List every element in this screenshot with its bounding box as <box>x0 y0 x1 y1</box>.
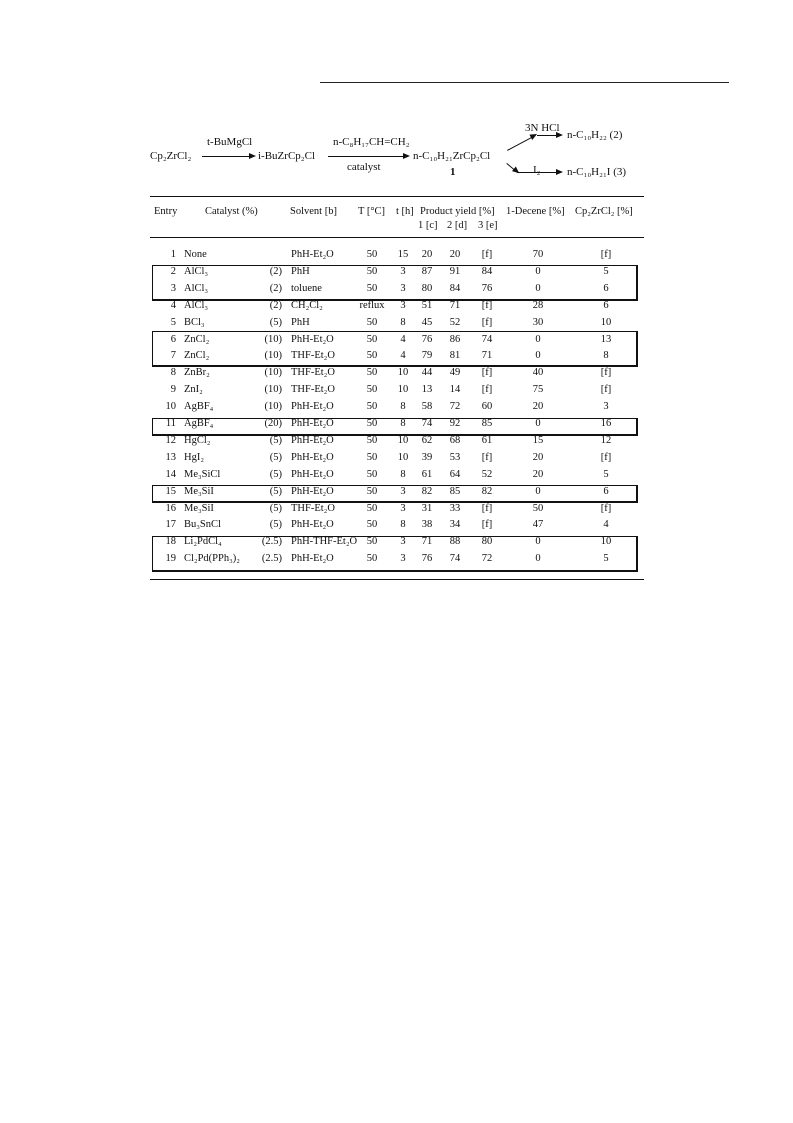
cell-yield-3: 82 <box>481 485 493 497</box>
cell-decene: 20 <box>532 451 544 463</box>
cell-temperature: 50 <box>366 316 378 328</box>
cell-decene: 15 <box>532 434 544 446</box>
cell-yield-2: 68 <box>449 434 461 446</box>
header-yield-1: 1 [c] <box>418 220 438 231</box>
cell-time: 3 <box>400 299 406 311</box>
cell-catalyst-percent: (10) <box>264 384 282 396</box>
cell-yield-2: 72 <box>449 401 461 413</box>
cell-solvent: THF-Et₂O <box>291 384 335 396</box>
cell-catalyst: ZnI₂ <box>184 384 203 396</box>
cell-entry: 16 <box>165 502 176 514</box>
cell-catalyst-percent: (10) <box>264 367 282 379</box>
cell-yield-2: 88 <box>449 536 461 548</box>
scheme-catalyst: catalyst <box>347 161 381 173</box>
cell-yield-3: [f] <box>481 502 493 514</box>
cell-temperature: 50 <box>366 265 378 277</box>
cell-decene: 50 <box>532 502 544 514</box>
cell-yield-1: 20 <box>421 249 433 260</box>
cell-temperature: 50 <box>366 451 378 463</box>
cell-entry: 17 <box>165 519 176 531</box>
scheme-product1-number: 1 <box>450 166 456 178</box>
cell-cp2zrcl2: 3 <box>603 401 609 413</box>
cell-catalyst: Bu₃SnCl <box>184 519 221 531</box>
cell-yield-2: 53 <box>449 451 461 463</box>
cell-catalyst: AlCl₃ <box>184 265 209 277</box>
cell-yield-1: 31 <box>421 502 433 514</box>
cell-catalyst: Cl₂Pd(PPh₃)₂ <box>184 553 240 565</box>
cell-time: 3 <box>400 485 406 497</box>
header-temperature: T [°C] <box>358 206 386 217</box>
cell-entry: 10 <box>165 401 176 413</box>
cell-yield-3: 80 <box>481 536 493 548</box>
cell-time: 4 <box>400 350 406 362</box>
cell-cp2zrcl2: 6 <box>603 485 609 497</box>
cell-solvent: toluene <box>291 282 322 294</box>
cell-catalyst: Me₃SiCl <box>184 468 221 480</box>
scheme-intermediate: i-BuZrCp₂Cl <box>258 150 316 162</box>
cell-time: 3 <box>400 265 406 277</box>
table-header-rule <box>150 237 644 238</box>
cell-decene: 70 <box>532 249 544 260</box>
header-product-yield: Product yield [%] <box>420 206 495 217</box>
header-decene: 1-Decene [%] <box>506 206 565 217</box>
scheme-reagent3: 3N HCl <box>525 122 560 134</box>
cell-decene: 20 <box>532 401 544 413</box>
table-bottom-rule <box>150 579 644 580</box>
cell-yield-3: 74 <box>481 333 493 345</box>
cell-decene: 0 <box>535 282 541 294</box>
cell-yield-1: 62 <box>421 434 433 446</box>
scheme-product3: n-C₁₀H₂₁I (3) <box>567 166 627 178</box>
cell-decene: 20 <box>532 468 544 480</box>
cell-cp2zrcl2: 5 <box>603 265 609 277</box>
cell-catalyst-percent: (5) <box>269 519 282 531</box>
cell-temperature: 50 <box>366 519 378 531</box>
cell-solvent: PhH-Et₂O <box>291 468 334 480</box>
cell-time: 8 <box>400 418 406 429</box>
cell-catalyst-percent: (20) <box>264 418 282 429</box>
cell-cp2zrcl2: 6 <box>603 282 609 294</box>
cell-cp2zrcl2: 5 <box>603 553 609 565</box>
cell-yield-2: 74 <box>449 553 461 565</box>
cell-time: 3 <box>400 553 406 565</box>
cell-temperature: 50 <box>366 282 378 294</box>
cell-yield-2: 49 <box>449 367 461 379</box>
cell-temperature: 50 <box>366 401 378 413</box>
scheme-reagent1: t-BuMgCl <box>207 136 253 148</box>
cell-solvent: PhH-Et₂O <box>291 249 334 260</box>
cell-solvent: PhH-Et₂O <box>291 401 334 413</box>
cell-solvent: PhH <box>291 316 310 328</box>
cell-entry: 15 <box>165 485 176 497</box>
cell-time: 10 <box>397 451 409 463</box>
cell-yield-1: 44 <box>421 367 433 379</box>
cell-catalyst-percent: (5) <box>269 434 282 446</box>
cell-cp2zrcl2: [f] <box>600 502 612 514</box>
cell-entry: 14 <box>165 468 176 480</box>
cell-catalyst: None <box>184 249 207 260</box>
cell-time: 8 <box>400 519 406 531</box>
header-cp2zrcl2: Cp₂ZrCl₂ [%] <box>575 206 633 217</box>
cell-catalyst-percent: (5) <box>269 468 282 480</box>
cell-entry: 18 <box>165 536 176 548</box>
cell-time: 8 <box>400 468 406 480</box>
cell-catalyst-percent: (5) <box>269 451 282 463</box>
cell-entry: 4 <box>170 299 176 311</box>
cell-solvent: PhH-Et₂O <box>291 434 334 446</box>
cell-temperature: 50 <box>366 249 378 260</box>
cell-solvent: THF-Et₂O <box>291 502 335 514</box>
cell-decene: 47 <box>532 519 544 531</box>
cell-yield-3: [f] <box>481 367 493 379</box>
cell-solvent: PhH-Et₂O <box>291 553 334 565</box>
cell-temperature: 50 <box>366 333 378 345</box>
highlight-box-entry-15 <box>152 485 638 503</box>
cell-cp2zrcl2: 10 <box>600 536 612 548</box>
cell-entry: 6 <box>170 333 176 345</box>
cell-entry: 9 <box>170 384 176 396</box>
cell-temperature: 50 <box>366 468 378 480</box>
cell-time: 4 <box>400 333 406 345</box>
scheme-product1: n-C₁₀H₂₁ZrCp₂Cl <box>413 150 491 162</box>
highlight-box-entries-6-7 <box>152 331 638 367</box>
header-entry: Entry <box>154 206 178 217</box>
cell-catalyst: HgI₂ <box>184 451 204 463</box>
cell-yield-2: 64 <box>449 468 461 480</box>
cell-temperature: 50 <box>366 384 378 396</box>
arrow-up-branch <box>507 135 536 151</box>
cell-yield-3: 85 <box>481 418 493 429</box>
header-catalyst: Catalyst (%) <box>205 206 258 217</box>
scheme-product2: n-C₁₀H₂₂ (2) <box>567 129 623 141</box>
cell-yield-3: 61 <box>481 434 493 446</box>
cell-decene: 0 <box>535 418 541 429</box>
cell-catalyst-percent: (2) <box>269 265 282 277</box>
highlight-box-entries-18-19 <box>152 536 638 572</box>
cell-yield-2: 20 <box>449 249 461 260</box>
cell-time: 10 <box>397 434 409 446</box>
cell-decene: 30 <box>532 316 544 328</box>
cell-catalyst-percent: (5) <box>269 316 282 328</box>
cell-entry: 5 <box>170 316 176 328</box>
cell-solvent: PhH-Et₂O <box>291 451 334 463</box>
scheme-reagent4: I₂ <box>533 164 541 176</box>
cell-catalyst: ZnCl₂ <box>184 350 210 362</box>
cell-catalyst-percent: (2) <box>269 282 282 294</box>
cell-decene: 0 <box>535 536 541 548</box>
cell-time: 15 <box>397 249 409 260</box>
cell-yield-2: 85 <box>449 485 461 497</box>
cell-solvent: PhH-Et₂O <box>291 333 334 345</box>
highlight-box-entries-2-3 <box>152 265 638 301</box>
cell-catalyst: AgBF₄ <box>184 401 214 413</box>
cell-catalyst-percent: (2.5) <box>261 553 282 565</box>
cell-catalyst: AlCl₃ <box>184 299 209 311</box>
cell-solvent: PhH-Et₂O <box>291 418 334 429</box>
cell-temperature: 50 <box>366 367 378 379</box>
reaction-scheme <box>150 118 650 198</box>
cell-time: 10 <box>397 367 409 379</box>
cell-yield-1: 61 <box>421 468 433 480</box>
cell-temperature: 50 <box>366 502 378 514</box>
cell-yield-2: 84 <box>449 282 461 294</box>
cell-yield-3: 76 <box>481 282 493 294</box>
cell-entry: 3 <box>170 282 176 294</box>
cell-entry: 7 <box>170 350 176 362</box>
cell-yield-2: 81 <box>449 350 461 362</box>
cell-time: 8 <box>400 401 406 413</box>
cell-yield-1: 38 <box>421 519 433 531</box>
cell-yield-3: [f] <box>481 299 493 311</box>
cell-yield-1: 76 <box>421 333 433 345</box>
arrow-up-head <box>537 135 561 136</box>
cell-yield-3: [f] <box>481 384 493 396</box>
arrow-down-head <box>517 172 561 173</box>
cell-decene: 0 <box>535 350 541 362</box>
header-yield-3: 3 [e] <box>478 220 498 231</box>
cell-yield-2: 71 <box>449 299 461 311</box>
highlight-box-entry-11 <box>152 418 638 436</box>
cell-yield-2: 34 <box>449 519 461 531</box>
cell-solvent: PhH <box>291 265 310 277</box>
cell-yield-1: 74 <box>421 418 433 429</box>
cell-cp2zrcl2: 16 <box>600 418 612 429</box>
cell-yield-3: [f] <box>481 249 493 260</box>
cell-catalyst: AgBF₄ <box>184 418 214 429</box>
cell-yield-2: 52 <box>449 316 461 328</box>
cell-yield-1: 45 <box>421 316 433 328</box>
cell-catalyst-percent: (10) <box>264 333 282 345</box>
cell-catalyst: BCl₃ <box>184 316 205 328</box>
cell-time: 8 <box>400 316 406 328</box>
cell-catalyst: Li₂PdCl₄ <box>184 536 222 548</box>
cell-cp2zrcl2: [f] <box>600 367 612 379</box>
cell-yield-1: 39 <box>421 451 433 463</box>
cell-catalyst: HgCl₂ <box>184 434 211 446</box>
cell-time: 3 <box>400 536 406 548</box>
cell-yield-3: [f] <box>481 519 493 531</box>
scheme-start: Cp₂ZrCl₂ <box>150 150 192 162</box>
cell-time: 3 <box>400 502 406 514</box>
cell-temperature: 50 <box>366 553 378 565</box>
cell-temperature: 50 <box>366 485 378 497</box>
cell-yield-3: 52 <box>481 468 493 480</box>
cell-catalyst: Me₃SiI <box>184 502 214 514</box>
cell-entry: 1 <box>170 249 176 260</box>
cell-yield-2: 14 <box>449 384 461 396</box>
cell-yield-3: 72 <box>481 553 493 565</box>
cell-decene: 0 <box>535 485 541 497</box>
cell-yield-1: 76 <box>421 553 433 565</box>
cell-solvent: THF-Et₂O <box>291 350 335 362</box>
table-top-rule <box>150 196 644 197</box>
cell-yield-1: 82 <box>421 485 433 497</box>
cell-cp2zrcl2: [f] <box>600 384 612 396</box>
header-yield-2: 2 [d] <box>447 220 468 231</box>
page-header-rule <box>320 82 729 83</box>
cell-catalyst: ZnCl₂ <box>184 333 210 345</box>
cell-solvent: CH₂Cl₂ <box>291 299 323 311</box>
cell-cp2zrcl2: 5 <box>603 468 609 480</box>
cell-solvent: PhH-THF-Et₂O <box>291 536 358 548</box>
cell-yield-3: [f] <box>481 316 493 328</box>
cell-yield-3: [f] <box>481 451 493 463</box>
cell-solvent: PhH-Et₂O <box>291 485 334 497</box>
cell-decene: 28 <box>532 299 544 311</box>
scheme-reagent2: n-C₈H₁₇CH=CH₂ <box>333 136 410 148</box>
cell-cp2zrcl2: 4 <box>603 519 609 531</box>
cell-temperature: 50 <box>366 350 378 362</box>
cell-yield-1: 13 <box>421 384 433 396</box>
cell-time: 3 <box>400 282 406 294</box>
cell-cp2zrcl2: 10 <box>600 316 612 328</box>
cell-catalyst-percent: (5) <box>269 502 282 514</box>
cell-catalyst: Me₃SiI <box>184 485 214 497</box>
cell-yield-1: 71 <box>421 536 433 548</box>
arrow-2 <box>328 156 408 157</box>
cell-yield-3: 71 <box>481 350 493 362</box>
header-solvent: Solvent [b] <box>290 206 337 217</box>
cell-solvent: THF-Et₂O <box>291 367 335 379</box>
cell-entry: 12 <box>165 434 176 446</box>
cell-decene: 0 <box>535 333 541 345</box>
cell-cp2zrcl2: 8 <box>603 350 609 362</box>
cell-cp2zrcl2: 12 <box>600 434 612 446</box>
arrow-1 <box>202 156 254 157</box>
cell-yield-1: 58 <box>421 401 433 413</box>
cell-yield-2: 86 <box>449 333 461 345</box>
cell-yield-2: 33 <box>449 502 461 514</box>
cell-entry: 19 <box>165 553 176 565</box>
cell-entry: 11 <box>165 418 176 429</box>
cell-catalyst-percent: (2) <box>269 299 282 311</box>
cell-catalyst-percent: (5) <box>269 485 282 497</box>
cell-decene: 40 <box>532 367 544 379</box>
cell-temperature: 50 <box>366 434 378 446</box>
cell-temperature: 50 <box>366 418 378 429</box>
cell-decene: 0 <box>535 265 541 277</box>
cell-yield-1: 87 <box>421 265 433 277</box>
cell-catalyst-percent: (2.5) <box>261 536 282 548</box>
header-time: t [h] <box>396 206 414 217</box>
cell-decene: 0 <box>535 553 541 565</box>
cell-yield-3: 60 <box>481 401 493 413</box>
cell-yield-2: 91 <box>449 265 461 277</box>
cell-solvent: PhH-Et₂O <box>291 519 334 531</box>
cell-yield-1: 80 <box>421 282 433 294</box>
cell-cp2zrcl2: [f] <box>600 249 612 260</box>
cell-temperature: 50 <box>366 536 378 548</box>
cell-yield-1: 51 <box>421 299 433 311</box>
cell-cp2zrcl2: [f] <box>600 451 612 463</box>
cell-yield-1: 79 <box>421 350 433 362</box>
cell-catalyst-percent: (10) <box>264 401 282 413</box>
cell-temperature: reflux <box>359 299 385 311</box>
cell-cp2zrcl2: 13 <box>600 333 612 345</box>
cell-entry: 8 <box>170 367 176 379</box>
cell-catalyst-percent: (10) <box>264 350 282 362</box>
cell-yield-3: 84 <box>481 265 493 277</box>
cell-entry: 2 <box>170 265 176 277</box>
cell-decene: 75 <box>532 384 544 396</box>
cell-entry: 13 <box>165 451 176 463</box>
cell-cp2zrcl2: 6 <box>603 299 609 311</box>
cell-catalyst: ZnBr₂ <box>184 367 210 379</box>
cell-yield-2: 92 <box>449 418 461 429</box>
cell-catalyst: AlCl₃ <box>184 282 209 294</box>
cell-time: 10 <box>397 384 409 396</box>
